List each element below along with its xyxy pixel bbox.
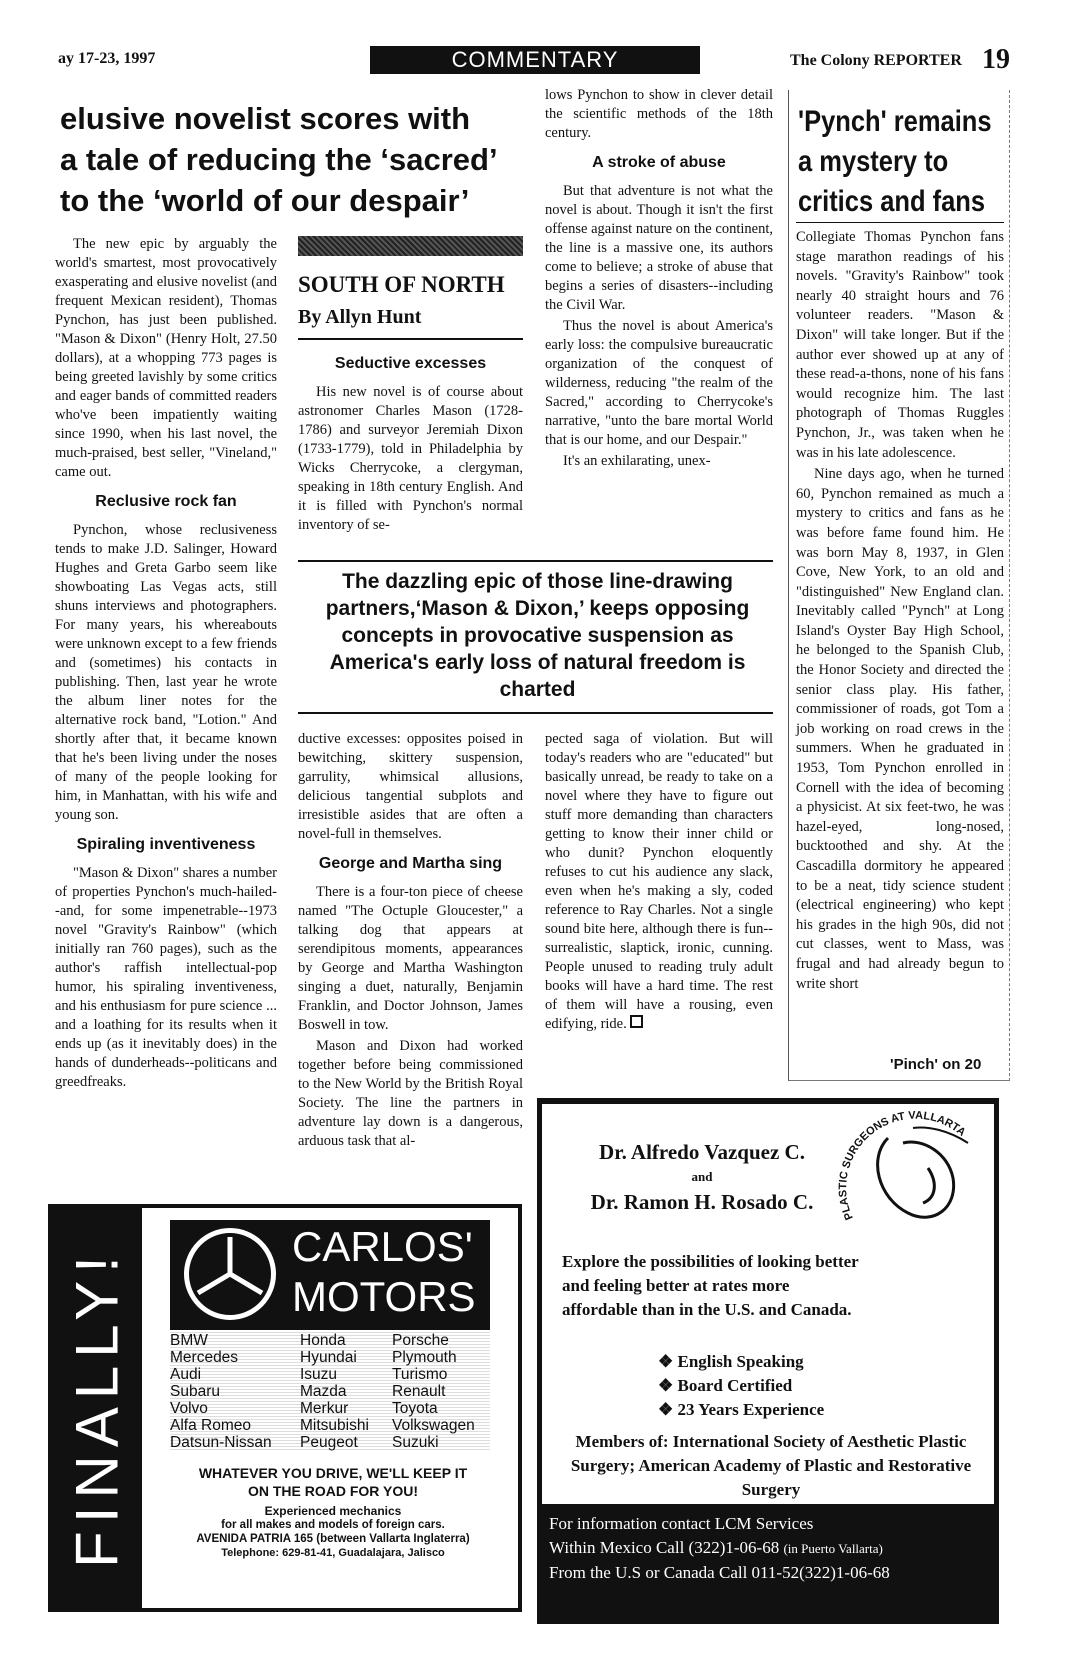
slogan-line: WHATEVER YOU DRIVE, WE'LL KEEP IT <box>198 1465 468 1481</box>
mechanics-line: Experienced mechanics <box>264 1504 402 1518</box>
carlos-name <box>292 1222 476 1322</box>
bullet-item <box>658 1374 824 1398</box>
contact-line <box>549 1536 987 1561</box>
contact-text: Within Mexico Call (322)1-06-68 <box>549 1538 780 1557</box>
diamond-icon: ❖ <box>658 1352 678 1371</box>
article-paragraph: But that adventure is not what the novel is about. Though it isn't the first offense against nature on the continent, the line is a massive one, its authors come to believe; a stroke of abuse that begins a series of disasters--including the Civil War. <box>545 183 773 313</box>
brand-name: Plymouth <box>392 1349 457 1366</box>
subhead-seductive: Seductive excesses <box>334 355 487 372</box>
brand-name: Isuzu <box>300 1366 338 1383</box>
contact-small: (in Puerto Vallarta) <box>783 1541 883 1556</box>
byline: By Allyn Hunt <box>298 306 422 328</box>
brand-name: Mazda <box>300 1383 347 1400</box>
brand-name: Turismo <box>392 1366 448 1383</box>
brand-name: Toyota <box>392 1400 438 1417</box>
brand-name: Mitsubishi <box>300 1417 369 1434</box>
article-paragraph: There is a four-ton piece of cheese named "The Octuple Gloucester," a talking dog that appears at serendipitous moments, appearances by George and Martha Washington singing a duet, naturally, Benjamin Franklin, and Doctor Johnson, James Boswell in tow. <box>298 884 523 1033</box>
diamond-icon: ❖ <box>658 1376 678 1395</box>
article-paragraph: "Mason & Dixon" shares a number of properties Pynchon's much-hailed--and, for some impenetrable--1973 novel "Gravity's Rainbow" (which initially ran 760 pages), such as the author's raffish intellectual-pop humor, his spiraling inventiveness, and his enthusiasm for pure science ... and a loathing for its results when it ends up (as it inevitably does) in the hands of dunderheads--politicans and greedfreaks. <box>55 865 277 1090</box>
doctor-2: Dr. Ramon H. Rosado C. <box>590 1190 814 1214</box>
sidebar-paragraph: Nine days ago, when he turned 60, Pynchon remained as much a mystery to critics and fans as he was before fame found him. He was born May 8, 1937, in Glen Cove, New York, to an old and "distinguished" New England clan. Inevitably called "Pynch" at Long Island's Oyster Bay High School, he belonged to the Spanish Club, the Honor Society and directed the senior class play. His father, commissioner of roads, got Tom a job working on road crews in the summers. When he graduated in 1953, Tom Pynchon enrolled in Cornell with the idea of becoming a physicist. At six feet-two, he was hazel-eyed, long-nosed, bucktoothed and shy. At the Cascadilla dormitory he appeared to be a neat, tidy science student (electrical engineering) who kept his grades in the high 90s, did not cut classes, went to Mass, was frugal and had already begun to write short <box>796 466 1004 992</box>
article-paragraph: It's an exhilarating, unex- <box>563 453 711 469</box>
carlos-name-line1: CARLOS' <box>292 1223 473 1270</box>
article-paragraph: ductive excesses: opposites poised in bewitching, skittery suspension, garrulity, whimsical allusions, delicious tangential subplots and irresistible asides that are often a novel-full in themselves. <box>298 731 523 842</box>
byline-rule <box>298 338 523 340</box>
sidebar-paragraph: Collegiate Thomas Pynchon fans stage marathon readings of his novels. "Gravity's Rainbow" took nearly 40 straight hours and 76 volunteer readers. "Mason & Dixon" will take longer. But if the author ever showed up at any of these read-a-thons, none of his fans would recognize him. The last photograph of Thomas Ruggles Pynchon, Jr., was taken when he was in his late adolescence. <box>796 229 1004 461</box>
brand-name: Alfa Romeo <box>170 1417 251 1434</box>
address-line: AVENIDA PATRIA 165 (between Vallarta Inglaterra) <box>196 1533 470 1545</box>
bullet-text: Board Certified <box>677 1376 793 1395</box>
brand-name: Volkswagen <box>392 1417 475 1434</box>
brand-name: Datsun-Nissan <box>170 1434 272 1451</box>
subhead-george: George and Martha sing <box>318 855 503 872</box>
brand-name: BMW <box>170 1332 208 1349</box>
brand-column-2 <box>300 1332 369 1451</box>
bullet-text: 23 Years Experience <box>677 1400 825 1419</box>
slogan-line: ON THE ROAD FOR YOU! <box>247 1483 419 1499</box>
carlos-motors-ad <box>48 1204 522 1612</box>
brand-name: Hyundai <box>300 1349 357 1366</box>
article-column-2-top <box>298 350 523 537</box>
article-column-2-bottom <box>298 730 523 1153</box>
bullet-item <box>658 1350 824 1374</box>
subhead-stroke: A stroke of abuse <box>592 154 726 171</box>
brand-column-1 <box>170 1332 272 1451</box>
subhead-reclusive: Reclusive rock fan <box>95 493 237 510</box>
issue-date: ay 17-23, 1997 <box>58 50 156 67</box>
brand-name: Renault <box>392 1383 446 1400</box>
surgeons-logo <box>828 1098 998 1248</box>
brand-name: Peugeot <box>300 1434 358 1451</box>
paper-name: The Colony REPORTER <box>790 52 962 69</box>
brand-column-3 <box>392 1332 475 1451</box>
carlos-logo-box <box>170 1220 490 1330</box>
sidebar-rule <box>796 222 1004 223</box>
brand-name: Porsche <box>392 1332 449 1349</box>
pull-quote: The dazzling epic of those line-drawing partners,‘Mason & Dixon,’ keeps opposing concepts in provocative suspension as America's early loss of natural freedom is charted <box>325 570 750 701</box>
subhead-spiraling: Spiraling inventiveness <box>76 836 256 853</box>
article-paragraph: Thus the novel is about America's early loss: the compulsive bureaucratic organization of the conquest of wilderness, reducing "the realm of the Sacred," according to Cherrycoke's narrative, "unto the bare mortal World that is our home, and our Despair." <box>545 318 773 448</box>
sidebar-headline: 'Pynch' remains a mystery to critics and fans <box>798 105 992 218</box>
section-banner: COMMENTARY <box>370 46 700 74</box>
contact-line: For information contact LCM Services <box>549 1514 814 1533</box>
carlos-footer <box>148 1464 518 1560</box>
doctor-1: Dr. Alfredo Vazquez C. <box>599 1140 805 1164</box>
column-name: SOUTH OF NORTH <box>298 272 505 297</box>
mercedes-star-icon <box>184 1228 276 1320</box>
makes-line: for all makes and models of foreign cars. <box>221 1519 445 1531</box>
phone-line: Telephone: 629-81-41, Guadalajara, Jalisco <box>221 1547 445 1559</box>
sidebar-text <box>796 228 1004 996</box>
brand-name: Merkur <box>300 1400 349 1417</box>
bullet-text: English Speaking <box>677 1352 804 1371</box>
brand-name: Mercedes <box>170 1349 239 1366</box>
brand-name: Volvo <box>170 1400 208 1417</box>
sidebar-jump: 'Pinch' on 20 <box>890 1056 982 1073</box>
article-column-3-top <box>545 86 773 473</box>
headline-line: a tale of reducing the ‘sacred’ <box>60 142 498 177</box>
doctor-names <box>572 1138 832 1216</box>
article-paragraph: The new epic by arguably the world's smartest, most provocatively exasperating and elusive novelist (and frequent Mexican resident), Thomas Pynchon, has just been published. "Mason & Dixon" (Henry Holt, 27.50 dollars), at a whopping 773 pages is being greeted lavishly by some critics and eager bands of committed readers who've been impatiently waiting since 1990, when his last novel, the much-praised, best seller, "Vineland," came out. <box>55 236 277 480</box>
contact-box <box>537 1504 999 1624</box>
brand-name: Suzuki <box>392 1434 439 1451</box>
surgeons-logo-svg <box>828 1098 998 1248</box>
brand-name: Subaru <box>170 1383 220 1400</box>
logo-arc-text: PLASTIC SURGEONS AT VALLARTA <box>837 1109 968 1222</box>
page-number: 19 <box>982 44 1010 75</box>
diamond-icon: ❖ <box>658 1400 678 1419</box>
headline-line: elusive novelist scores with <box>60 101 471 136</box>
finally-banner <box>52 1208 142 1608</box>
article-paragraph: Pynchon, whose reclusiveness tends to make J.D. Salinger, Howard Hughes and Greta Garbo seem like showboating Las Vegas acts, still shuns interviews and photographers. For many years, his whereabouts were unknown except to a few friends and (sometimes) his contacts in publishing. Then, last year he wrote the album liner notes for the alternative rock band, "Lotion." And shortly after that, it became known that he's been living under the noses of many of the people looking for him, in Manhattan, with his wife and young son. <box>55 522 277 823</box>
article-column-3-bottom <box>545 730 773 1036</box>
carlos-name-line2: MOTORS <box>292 1273 476 1320</box>
article-paragraph: Mason and Dixon had worked together before being commissioned to the New World by the British Royal Society. The line the partners in adventure lay down is a dangerous, arduous task that al- <box>298 1038 523 1149</box>
brand-list <box>170 1332 490 1452</box>
article-paragraph: His new novel is of course about astronomer Charles Mason (1728-1786) and surveyor Jeremiah Dixon (1733-1779), told in Philadelphia by Wicks Cherrycoke, a clergyman, speaking in 18th century English. And it is filled with Pynchon's normal inventory of se- <box>298 384 523 533</box>
surgeons-tagline: Explore the possibilities of looking better and feeling better at rates more affordable than in the U.S. and Canada. <box>562 1252 859 1319</box>
main-headline <box>60 98 540 221</box>
pullquote-top-rule <box>298 560 773 562</box>
contact-line: From the U.S or Canada Call 011-52(322)1-06-68 <box>549 1563 890 1582</box>
article-text: pected saga of violation. But will today's readers who are "educated" but basically unread, be ready to take on a novel where they have to figure out stuff more demanding than characters getting to know their inner child or who dunit? Pynchon eloquently refuses to cut his audience any slack, even when he's making a sly, coded reference to Ray Charles. Not a single sound bite here, although there is fun--surrealistic, slaptick, ironic, cunning. People unused to reading truly adult books will have a hard time. The rest of them will have a rousing, even edifying, ride. <box>545 731 773 1032</box>
surgeons-ad <box>537 1098 999 1620</box>
article-paragraph: lows Pynchon to show in clever detail the scientific methods of the 18th century. <box>545 87 773 141</box>
pullquote-bottom-rule <box>298 712 773 714</box>
bullet-list <box>658 1350 824 1422</box>
bullet-item <box>658 1398 824 1422</box>
and-text: and <box>691 1169 713 1184</box>
article-paragraph <box>545 730 773 1034</box>
finally-text: FINALLY! <box>63 1248 131 1568</box>
memberships: Members of: International Society of Aesthetic Plastic Surgery; American Academy of Plastic and Restorative Surgery <box>570 1432 972 1499</box>
brand-name: Honda <box>300 1332 346 1349</box>
headline-line: to the ‘world of our despair’ <box>60 183 470 218</box>
column-header-bar <box>298 236 523 256</box>
brand-name: Audi <box>170 1366 202 1383</box>
mercedes-star-svg <box>189 1233 271 1315</box>
article-column-1 <box>55 235 277 1094</box>
end-mark-icon <box>630 1015 643 1028</box>
